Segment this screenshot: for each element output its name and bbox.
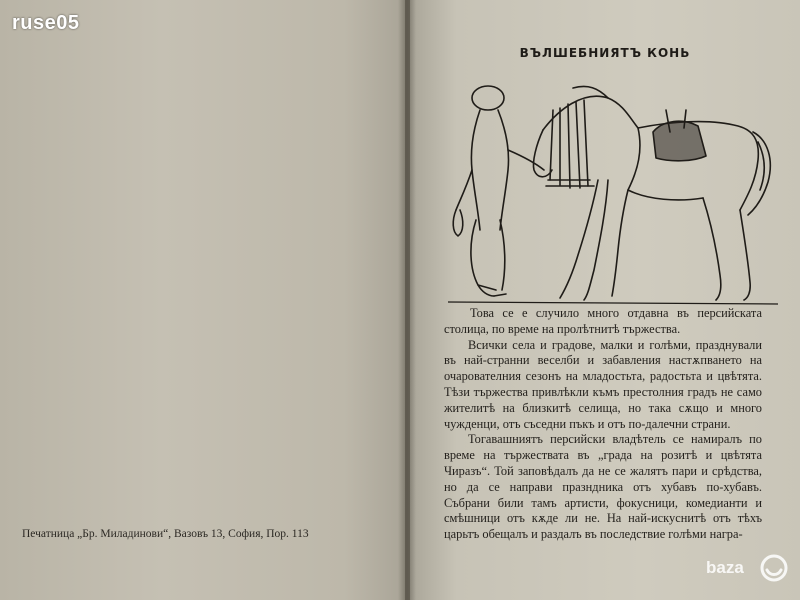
paragraph-2: Всички села и градове, малки и голѣми, празднували въ най-странни веселби и забавления настѫпването на очарователния сезонъ на младостьта, радостьта и цвѣтята. Тѣзи тържества привлѣкли къмъ престолния градъ не само жителитѣ на близкитѣ селища, но така сѫщо и много чужденци, отъ съседни пъкъ и отъ по-далечни страни. xyxy=(444,337,762,431)
paragraph-1: Това се е случило много отдавна въ персийската столица, по време на пролѣтнитѣ тържества. xyxy=(444,306,762,336)
logo-text: baza xyxy=(706,558,744,577)
book-gutter xyxy=(398,0,416,600)
horse-illustration xyxy=(448,70,778,310)
man-and-horse-drawing xyxy=(448,70,778,310)
smile-logo-icon xyxy=(758,552,790,584)
bazar-logo xyxy=(706,552,792,588)
printer-imprint: Печатница „Бр. Миладинови“, Вазовъ 13, София, Пор. 113 xyxy=(22,528,309,540)
story-text xyxy=(444,306,762,543)
chapter-title: ВЪЛШЕБНИЯТЪ КОНЬ xyxy=(519,46,691,60)
watermark: ruse05 xyxy=(12,12,80,34)
paragraph-3: Тогавашниятъ персийски владѣтель се намиралъ по време на тържествата въ „града на розитѣ и цвѣтята Чиразъ“. Той заповѣдалъ да не се жалятъ пари и срѣдства, но да се направи празндника отъ хубавъ по-хубавъ. Събрани били тамъ артисти, фокусници, комедианти и смѣшници отъ кѫде ли не. На най-искуснитѣ отъ тѣхъ царьтъ обещалъ и раздалъ въ последствие голѣми награ- xyxy=(444,432,762,542)
